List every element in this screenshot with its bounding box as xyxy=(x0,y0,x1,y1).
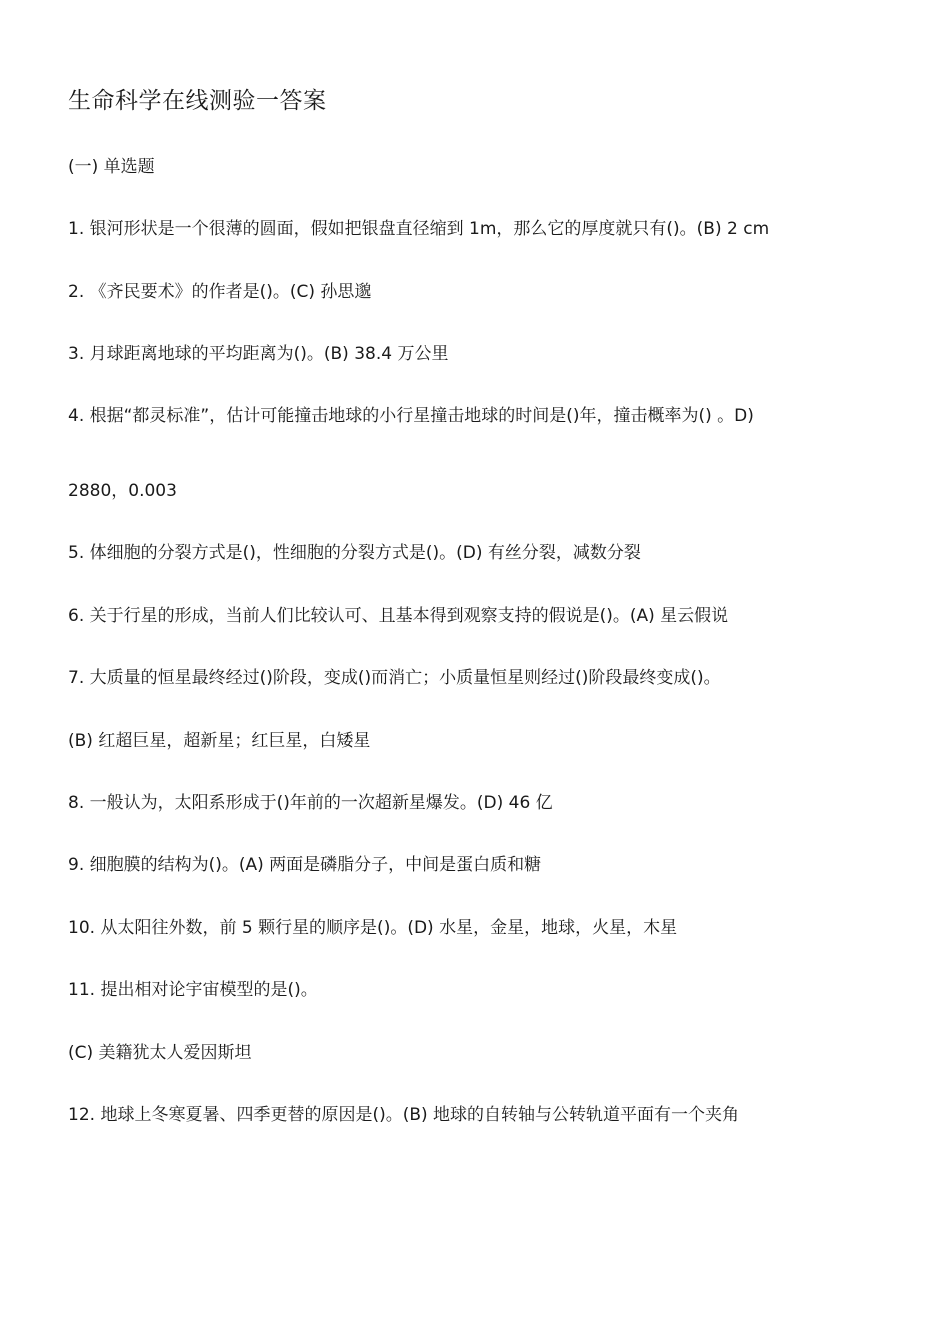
question-7: 7. 大质量的恒星最终经过()阶段，变成()而消亡；小质量恒星则经过()阶段最终变成()。 xyxy=(68,668,721,688)
question-8: 8. 一般认为，太阳系形成于()年前的一次超新星爆发。(D) 46 亿 xyxy=(68,793,553,813)
question-12: 12. 地球上冬寒夏暑、四季更替的原因是()。(B) 地球的自转轴与公转轨道平面有一个夹角 xyxy=(68,1105,740,1125)
question-7-answer: (B) 红超巨星，超新星；红巨星，白矮星 xyxy=(68,731,371,751)
question-9: 9. 细胞膜的结构为()。(A) 两面是磷脂分子，中间是蛋白质和糖 xyxy=(68,855,542,875)
question-10: 10. 从太阳往外数，前 5 颗行星的顺序是()。(D) 水星，金星，地球，火星，木星 xyxy=(68,918,678,938)
document-title: 生命科学在线测验一答案 xyxy=(68,88,327,114)
question-11-answer: (C) 美籍犹太人爱因斯坦 xyxy=(68,1043,252,1063)
section-heading: (一) 单选题 xyxy=(68,157,155,177)
question-3: 3. 月球距离地球的平均距离为()。(B) 38.4 万公里 xyxy=(68,344,449,364)
question-6: 6. 关于行星的形成，当前人们比较认可、且基本得到观察支持的假说是()。(A) 星云假说 xyxy=(68,606,729,626)
question-4-answer: 2880，0.003 xyxy=(68,481,177,501)
question-1: 1. 银河形状是一个很薄的圆面，假如把银盘直径缩到 1m，那么它的厚度就只有()。(B) 2 cm xyxy=(68,219,770,239)
question-5: 5. 体细胞的分裂方式是()，性细胞的分裂方式是()。(D) 有丝分裂，减数分裂 xyxy=(68,543,641,563)
question-11: 11. 提出相对论宇宙模型的是()。 xyxy=(68,980,318,1000)
question-4: 4. 根据“都灵标准”，估计可能撞击地球的小行星撞击地球的时间是()年，撞击概率为() 。D) xyxy=(68,406,754,426)
question-2: 2. 《齐民要术》的作者是()。(C) 孙思邈 xyxy=(68,282,372,302)
